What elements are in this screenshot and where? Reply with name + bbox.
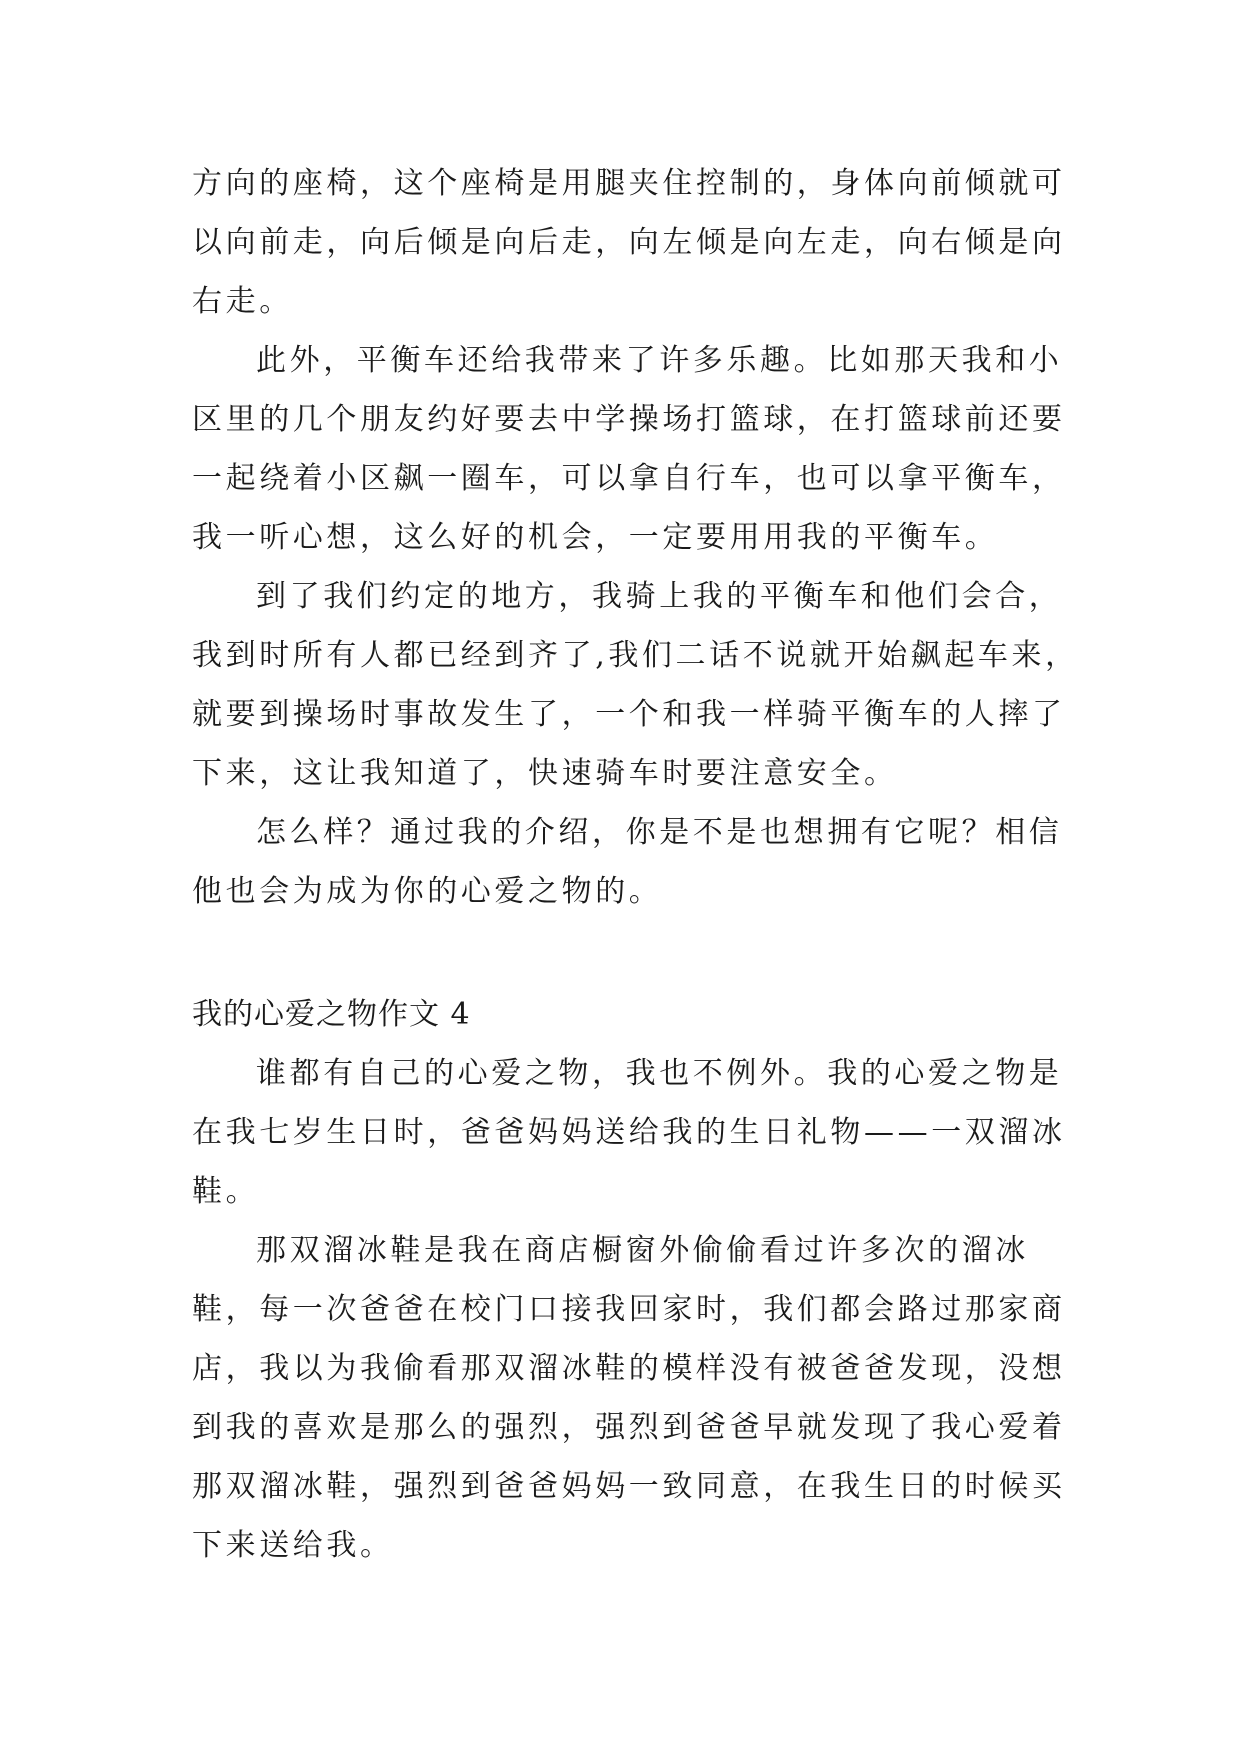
text-line: 那双溜冰鞋是我在商店橱窗外偷偷看过许多次的溜冰 bbox=[256, 1233, 1029, 1268]
text-line: 到我的喜欢是那么的强烈，强烈到爸爸早就发现了我心爱着 bbox=[192, 1410, 1066, 1445]
paragraph-conclusion bbox=[192, 803, 1063, 921]
document-body bbox=[192, 154, 1079, 1575]
text-line: 在我七岁生日时，爸爸妈妈送给我的生日礼物——一双溜冰 bbox=[192, 1115, 1066, 1150]
text-line: 就要到操场时事故发生了，一个和我一样骑平衡车的人摔了 bbox=[192, 697, 1066, 732]
text-line: 怎么样？通过我的介绍，你是不是也想拥有它呢？相信 bbox=[256, 815, 1063, 850]
text-line: 我到时所有人都已经到齐了,我们二话不说就开始飙起车来， bbox=[192, 638, 1079, 673]
text-line: 以向前走，向后倾是向后走，向左倾是向左走，向右倾是向 bbox=[192, 225, 1066, 260]
text-line: 到了我们约定的地方，我骑上我的平衡车和他们会合， bbox=[256, 579, 1063, 614]
paragraph-accident bbox=[192, 567, 1079, 803]
text-line: 我一听心想，这么好的机会，一定要用用我的平衡车。 bbox=[192, 520, 999, 555]
text-line: 一起绕着小区飙一圈车，可以拿自行车，也可以拿平衡车， bbox=[192, 461, 1066, 496]
text-line: 他也会为成为你的心爱之物的。 bbox=[192, 874, 663, 909]
text-line: 右走。 bbox=[192, 284, 293, 319]
text-line: 店，我以为我偷看那双溜冰鞋的模样没有被爸爸发现，没想 bbox=[192, 1351, 1066, 1386]
text-line: 方向的座椅，这个座椅是用腿夹住控制的，身体向前倾就可 bbox=[192, 166, 1066, 201]
text-line: 此外，平衡车还给我带来了许多乐趣。比如那天我和小 bbox=[256, 343, 1063, 378]
text-line: 下来送给我。 bbox=[192, 1528, 394, 1563]
paragraph-fun bbox=[192, 331, 1066, 567]
paragraph-seat-control bbox=[192, 154, 1066, 331]
text-line: 鞋，每一次爸爸在校门口接我回家时，我们都会路过那家商 bbox=[192, 1292, 1066, 1327]
text-line: 下来，这让我知道了，快速骑车时要注意安全。 bbox=[192, 756, 898, 791]
section-spacer bbox=[192, 921, 1052, 985]
paragraph-intro-skates bbox=[192, 1044, 1066, 1221]
text-line: 那双溜冰鞋，强烈到爸爸妈妈一致同意，在我生日的时候买 bbox=[192, 1469, 1066, 1504]
text-line: 区里的几个朋友约好要去中学操场打篮球，在打篮球前还要 bbox=[192, 402, 1066, 437]
text-line: 谁都有自己的心爱之物，我也不例外。我的心爱之物是 bbox=[256, 1056, 1063, 1091]
paragraph-shop-window bbox=[192, 1221, 1066, 1575]
section-title: 我的心爱之物作文 4 bbox=[192, 997, 471, 1032]
text-line: 鞋。 bbox=[192, 1174, 260, 1209]
